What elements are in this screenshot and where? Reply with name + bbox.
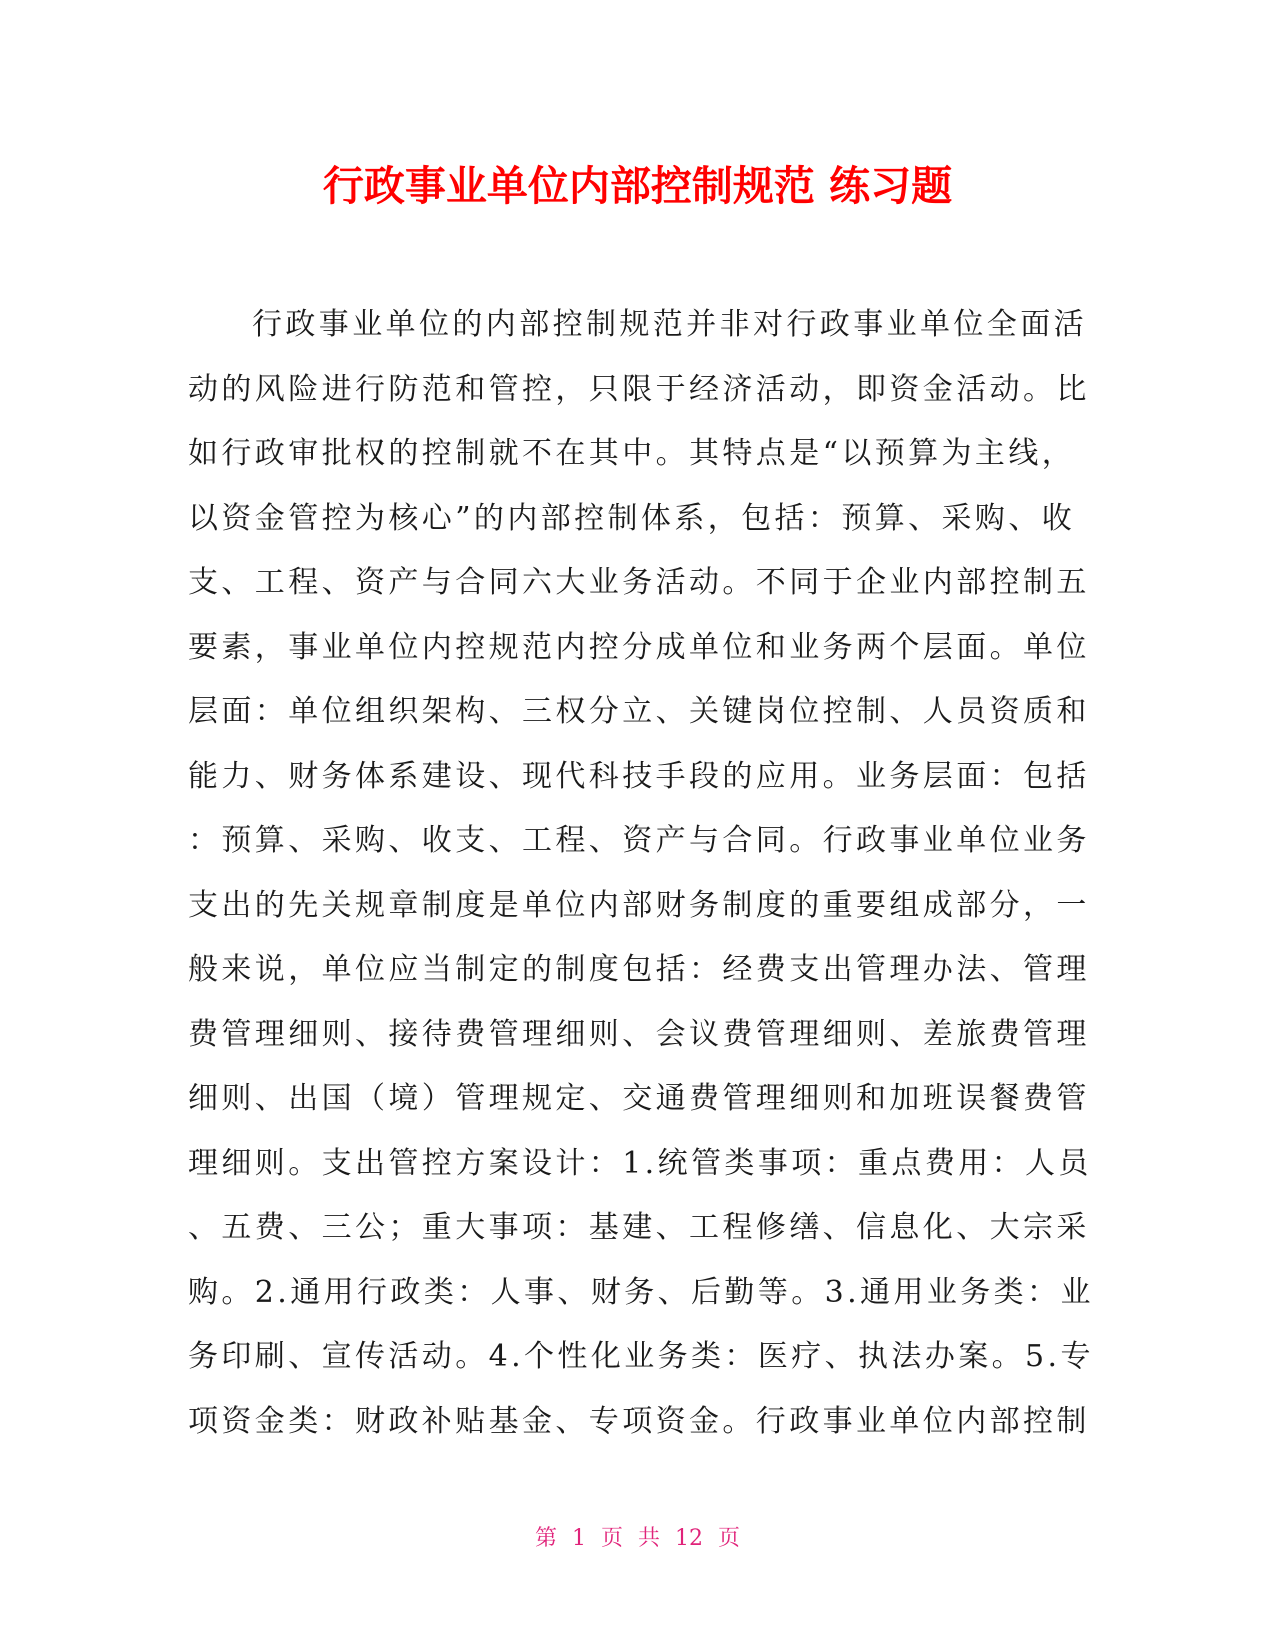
paragraph-line: 能力、财务体系建设、现代科技手段的应用。业务层面：包括 bbox=[188, 758, 1090, 794]
paragraph-line: 费管理细则、接待费管理细则、会议费管理细则、差旅费管理 bbox=[188, 1016, 1090, 1052]
paragraph-line: 动的风险进行防范和管控，只限于经济活动，即资金活动。比 bbox=[188, 371, 1090, 407]
page-footer: 第 1 页 共 12 页 bbox=[535, 1526, 740, 1551]
paragraph-line: 支、工程、资产与合同六大业务活动。不同于企业内部控制五 bbox=[188, 565, 1090, 600]
paragraph-line: 细则、出国（境）管理规定、交通费管理细则和加班误餐费管 bbox=[188, 1081, 1090, 1116]
paragraph-line: 支出的先关规章制度是单位内部财务制度的重要组成部分，一 bbox=[188, 887, 1090, 923]
paragraph-line: 务印刷、宣传活动。4.个性化业务类：医疗、执法办案。5.专 bbox=[188, 1339, 1094, 1374]
paragraph-line: 行政事业单位的内部控制规范并非对行政事业单位全面活 bbox=[252, 307, 1087, 342]
paragraph-line: 般来说，单位应当制定的制度包括：经费支出管理办法、管理 bbox=[188, 952, 1090, 987]
paragraph-line: 项资金类：财政补贴基金、专项资金。行政事业单位内部控制 bbox=[188, 1403, 1090, 1439]
document-body bbox=[188, 293, 1094, 1454]
paragraph-line: 理细则。支出管控方案设计：1.统管类事项：重点费用：人员 bbox=[188, 1145, 1092, 1181]
paragraph-line: 层面：单位组织架构、三权分立、关键岗位控制、人员资质和 bbox=[188, 694, 1090, 729]
paragraph-line: 、五费、三公；重大事项：基建、工程修缮、信息化、大宗采 bbox=[188, 1210, 1090, 1245]
paragraph-line: 以资金管控为核心”的内部控制体系，包括：预算、采购、收 bbox=[188, 500, 1076, 536]
paragraph-line: ：预算、采购、收支、工程、资产与合同。行政事业单位业务 bbox=[188, 823, 1090, 858]
paragraph-line: 如行政审批权的控制就不在其中。其特点是“以预算为主线， bbox=[188, 436, 1076, 471]
document-title: 行政事业单位内部控制规范 练习题 bbox=[322, 162, 953, 210]
paragraph-line: 要素，事业单位内控规范内控分成单位和业务两个层面。单位 bbox=[188, 629, 1090, 665]
paragraph-line: 购。2.通用行政类：人事、财务、后勤等。3.通用业务类：业 bbox=[188, 1274, 1094, 1310]
